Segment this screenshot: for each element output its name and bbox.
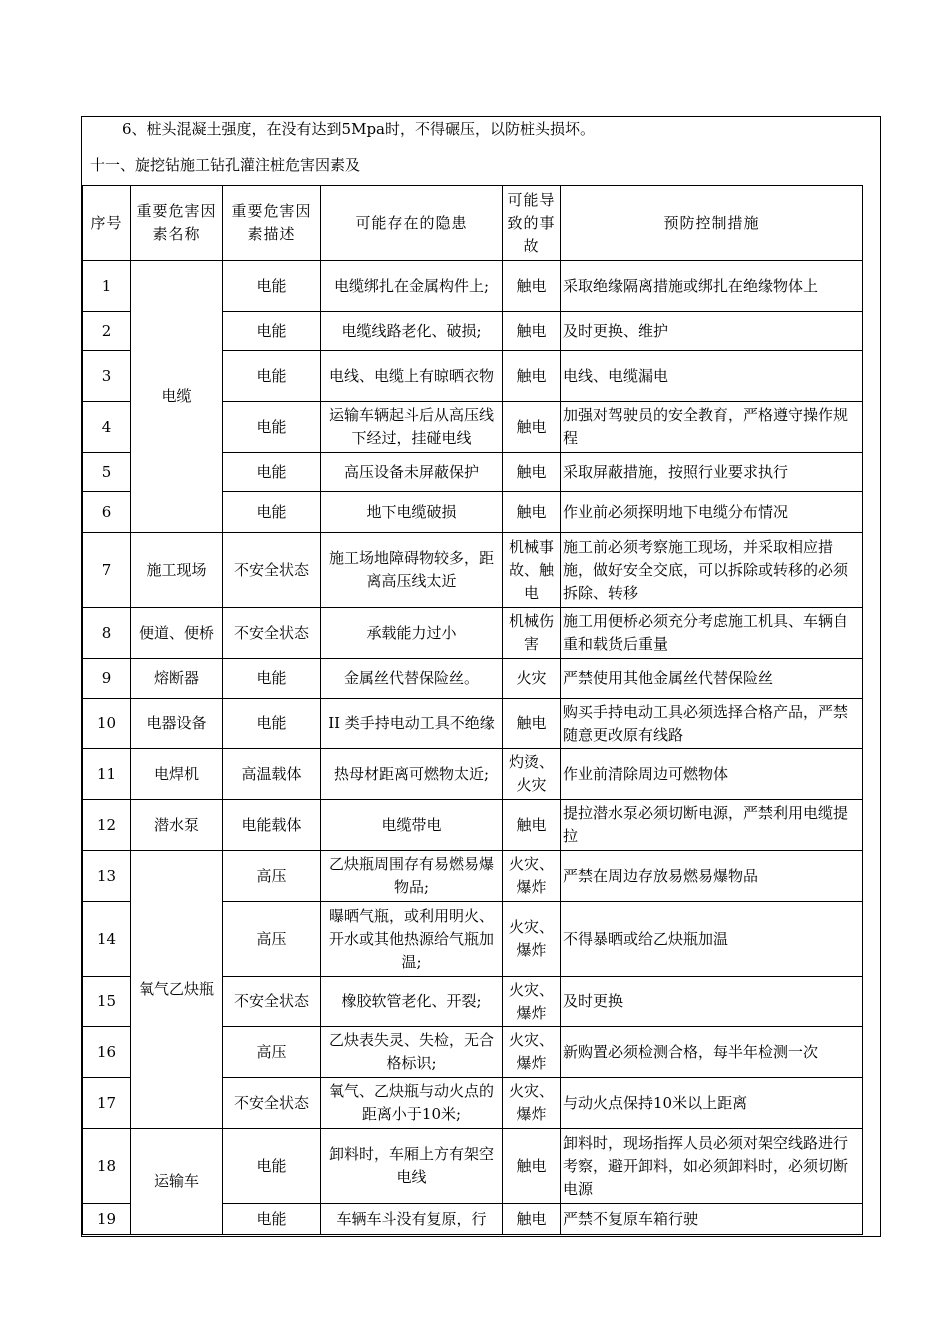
- row-measure: 采取绝缘隔离措施或绑扎在绝缘物体上: [561, 261, 863, 312]
- header-row: [83, 186, 863, 261]
- row-accident: 灼烫、火灾: [503, 749, 561, 800]
- row-hazard: 运输车辆起斗后从高压线下经过，挂碰电线: [321, 402, 503, 453]
- row-desc: 高压: [223, 1027, 321, 1078]
- row-desc: 电能: [223, 699, 321, 749]
- row-accident: 火灾、爆炸: [503, 1078, 561, 1129]
- row-no: 3: [83, 351, 131, 402]
- header-no: 序号: [83, 186, 131, 261]
- row-measure: 卸料时，现场指挥人员必须对架空线路进行考察，避开卸料，如必须卸料时，必须切断电源: [561, 1129, 863, 1204]
- row-measure: 严禁使用其他金属丝代替保险丝: [561, 659, 863, 699]
- table-row: [83, 533, 863, 608]
- row-hazard: 承载能力过小: [321, 608, 503, 659]
- row-name: 电器设备: [131, 699, 223, 749]
- row-no: 1: [83, 261, 131, 312]
- row-no: 5: [83, 453, 131, 492]
- row-measure: 作业前必须探明地下电缆分布情况: [561, 492, 863, 533]
- row-accident: 火灾、爆炸: [503, 851, 561, 902]
- row-desc: 电能: [223, 261, 321, 312]
- row-desc: 不安全状态: [223, 1078, 321, 1129]
- row-desc: 电能: [223, 312, 321, 351]
- row-measure: 电线、电缆漏电: [561, 351, 863, 402]
- row-no: 18: [83, 1129, 131, 1204]
- row-no: 13: [83, 851, 131, 902]
- row-hazard: 曝晒气瓶，或利用明火、开水或其他热源给气瓶加温;: [321, 902, 503, 977]
- row-hazard: 施工场地障碍物较多，距离高压线太近: [321, 533, 503, 608]
- row-no: 14: [83, 902, 131, 977]
- row-accident: 触电: [503, 1204, 561, 1235]
- row-accident: 火灾: [503, 659, 561, 699]
- row-hazard: 金属丝代替保险丝。: [321, 659, 503, 699]
- row-measure: 加强对驾驶员的安全教育，严格遵守操作规程: [561, 402, 863, 453]
- group-name-truck: 运输车: [131, 1129, 223, 1235]
- row-accident: 触电: [503, 492, 561, 533]
- table-row: [83, 749, 863, 800]
- row-accident: 机械伤害: [503, 608, 561, 659]
- row-measure: 及时更换、维护: [561, 312, 863, 351]
- row-accident: 触电: [503, 402, 561, 453]
- section-title: 十一、旋挖钻施工钻孔灌注桩危害因素及: [90, 156, 361, 174]
- row-desc: 高压: [223, 851, 321, 902]
- intro-line: 6、桩头混凝土强度，在没有达到5Mpa时，不得碾压，以防桩头损坏。: [122, 120, 595, 138]
- row-no: 9: [83, 659, 131, 699]
- row-desc: 电能: [223, 453, 321, 492]
- row-accident: 火灾、爆炸: [503, 902, 561, 977]
- row-name: 熔断器: [131, 659, 223, 699]
- table-row: [83, 851, 863, 902]
- row-desc: 电能: [223, 1129, 321, 1204]
- row-accident: 火灾、爆炸: [503, 977, 561, 1027]
- row-no: 4: [83, 402, 131, 453]
- row-desc: 电能: [223, 402, 321, 453]
- table-row: [83, 608, 863, 659]
- row-measure: 及时更换: [561, 977, 863, 1027]
- header-name: 重要危害因素名称: [131, 186, 223, 261]
- header-accident: 可能导致的事故: [503, 186, 561, 261]
- row-measure: 作业前清除周边可燃物体: [561, 749, 863, 800]
- row-accident: 触电: [503, 261, 561, 312]
- row-name: 施工现场: [131, 533, 223, 608]
- row-measure: 不得暴晒或给乙炔瓶加温: [561, 902, 863, 977]
- row-desc: 电能: [223, 351, 321, 402]
- row-hazard: 电缆线路老化、破损;: [321, 312, 503, 351]
- row-no: 6: [83, 492, 131, 533]
- row-no: 19: [83, 1204, 131, 1235]
- row-no: 11: [83, 749, 131, 800]
- group-name-cable: 电缆: [131, 261, 223, 533]
- row-desc: 不安全状态: [223, 977, 321, 1027]
- row-desc: 电能: [223, 492, 321, 533]
- row-measure: 采取屏蔽措施，按照行业要求执行: [561, 453, 863, 492]
- hazard-table: [82, 185, 863, 1235]
- row-no: 2: [83, 312, 131, 351]
- row-hazard: 卸料时，车厢上方有架空电线: [321, 1129, 503, 1204]
- row-measure: 提拉潜水泵必须切断电源，严禁利用电缆提拉: [561, 800, 863, 851]
- row-accident: 触电: [503, 351, 561, 402]
- row-accident: 触电: [503, 453, 561, 492]
- row-measure: 严禁不复原车箱行驶: [561, 1204, 863, 1235]
- row-hazard: II 类手持电动工具不绝缘: [321, 699, 503, 749]
- row-hazard: 乙炔表失灵、失检，无合格标识;: [321, 1027, 503, 1078]
- row-desc: 电能: [223, 659, 321, 699]
- row-accident: 触电: [503, 800, 561, 851]
- row-accident: 触电: [503, 1129, 561, 1204]
- row-hazard: 氧气、乙炔瓶与动火点的距离小于10米;: [321, 1078, 503, 1129]
- row-no: 10: [83, 699, 131, 749]
- header-measure: 预防控制措施: [561, 186, 863, 261]
- row-desc: 高压: [223, 902, 321, 977]
- row-no: 7: [83, 533, 131, 608]
- row-hazard: 橡胶软管老化、开裂;: [321, 977, 503, 1027]
- row-accident: 触电: [503, 699, 561, 749]
- row-measure: 与动火点保持10米以上距离: [561, 1078, 863, 1129]
- row-no: 16: [83, 1027, 131, 1078]
- row-measure: 严禁在周边存放易燃易爆物品: [561, 851, 863, 902]
- row-desc: 电能: [223, 1204, 321, 1235]
- row-hazard: 电线、电缆上有晾晒衣物: [321, 351, 503, 402]
- row-measure: 施工前必须考察施工现场，并采取相应措施，做好安全交底，可以拆除或转移的必须拆除、转移: [561, 533, 863, 608]
- row-hazard: 地下电缆破损: [321, 492, 503, 533]
- row-no: 17: [83, 1078, 131, 1129]
- row-desc: 不安全状态: [223, 533, 321, 608]
- group-name-oxy: 氧气乙炔瓶: [131, 851, 223, 1129]
- table-row: [83, 699, 863, 749]
- row-accident: 机械事故、触电: [503, 533, 561, 608]
- row-accident: 火灾、爆炸: [503, 1027, 561, 1078]
- row-hazard: 电缆绑扎在金属构件上;: [321, 261, 503, 312]
- table-row: [83, 800, 863, 851]
- row-hazard: 高压设备未屏蔽保护: [321, 453, 503, 492]
- table-row: [83, 659, 863, 699]
- row-desc: 不安全状态: [223, 608, 321, 659]
- row-name: 电焊机: [131, 749, 223, 800]
- row-desc: 电能载体: [223, 800, 321, 851]
- row-measure: 新购置必须检测合格，每半年检测一次: [561, 1027, 863, 1078]
- row-name: 便道、便桥: [131, 608, 223, 659]
- row-hazard: 乙炔瓶周围存有易燃易爆物品;: [321, 851, 503, 902]
- header-hazard: 可能存在的隐患: [321, 186, 503, 261]
- row-name: 潜水泵: [131, 800, 223, 851]
- header-desc: 重要危害因素描述: [223, 186, 321, 261]
- row-accident: 触电: [503, 312, 561, 351]
- row-no: 12: [83, 800, 131, 851]
- row-measure: 施工用便桥必须充分考虑施工机具、车辆自重和载货后重量: [561, 608, 863, 659]
- row-no: 15: [83, 977, 131, 1027]
- row-no: 8: [83, 608, 131, 659]
- row-desc: 高温载体: [223, 749, 321, 800]
- row-hazard: 车辆车斗没有复原，行: [321, 1204, 503, 1235]
- row-hazard: 热母材距离可燃物太近;: [321, 749, 503, 800]
- row-hazard: 电缆带电: [321, 800, 503, 851]
- table-row: [83, 261, 863, 312]
- table-row: [83, 1129, 863, 1204]
- row-measure: 购买手持电动工具必须选择合格产品，严禁随意更改原有线路: [561, 699, 863, 749]
